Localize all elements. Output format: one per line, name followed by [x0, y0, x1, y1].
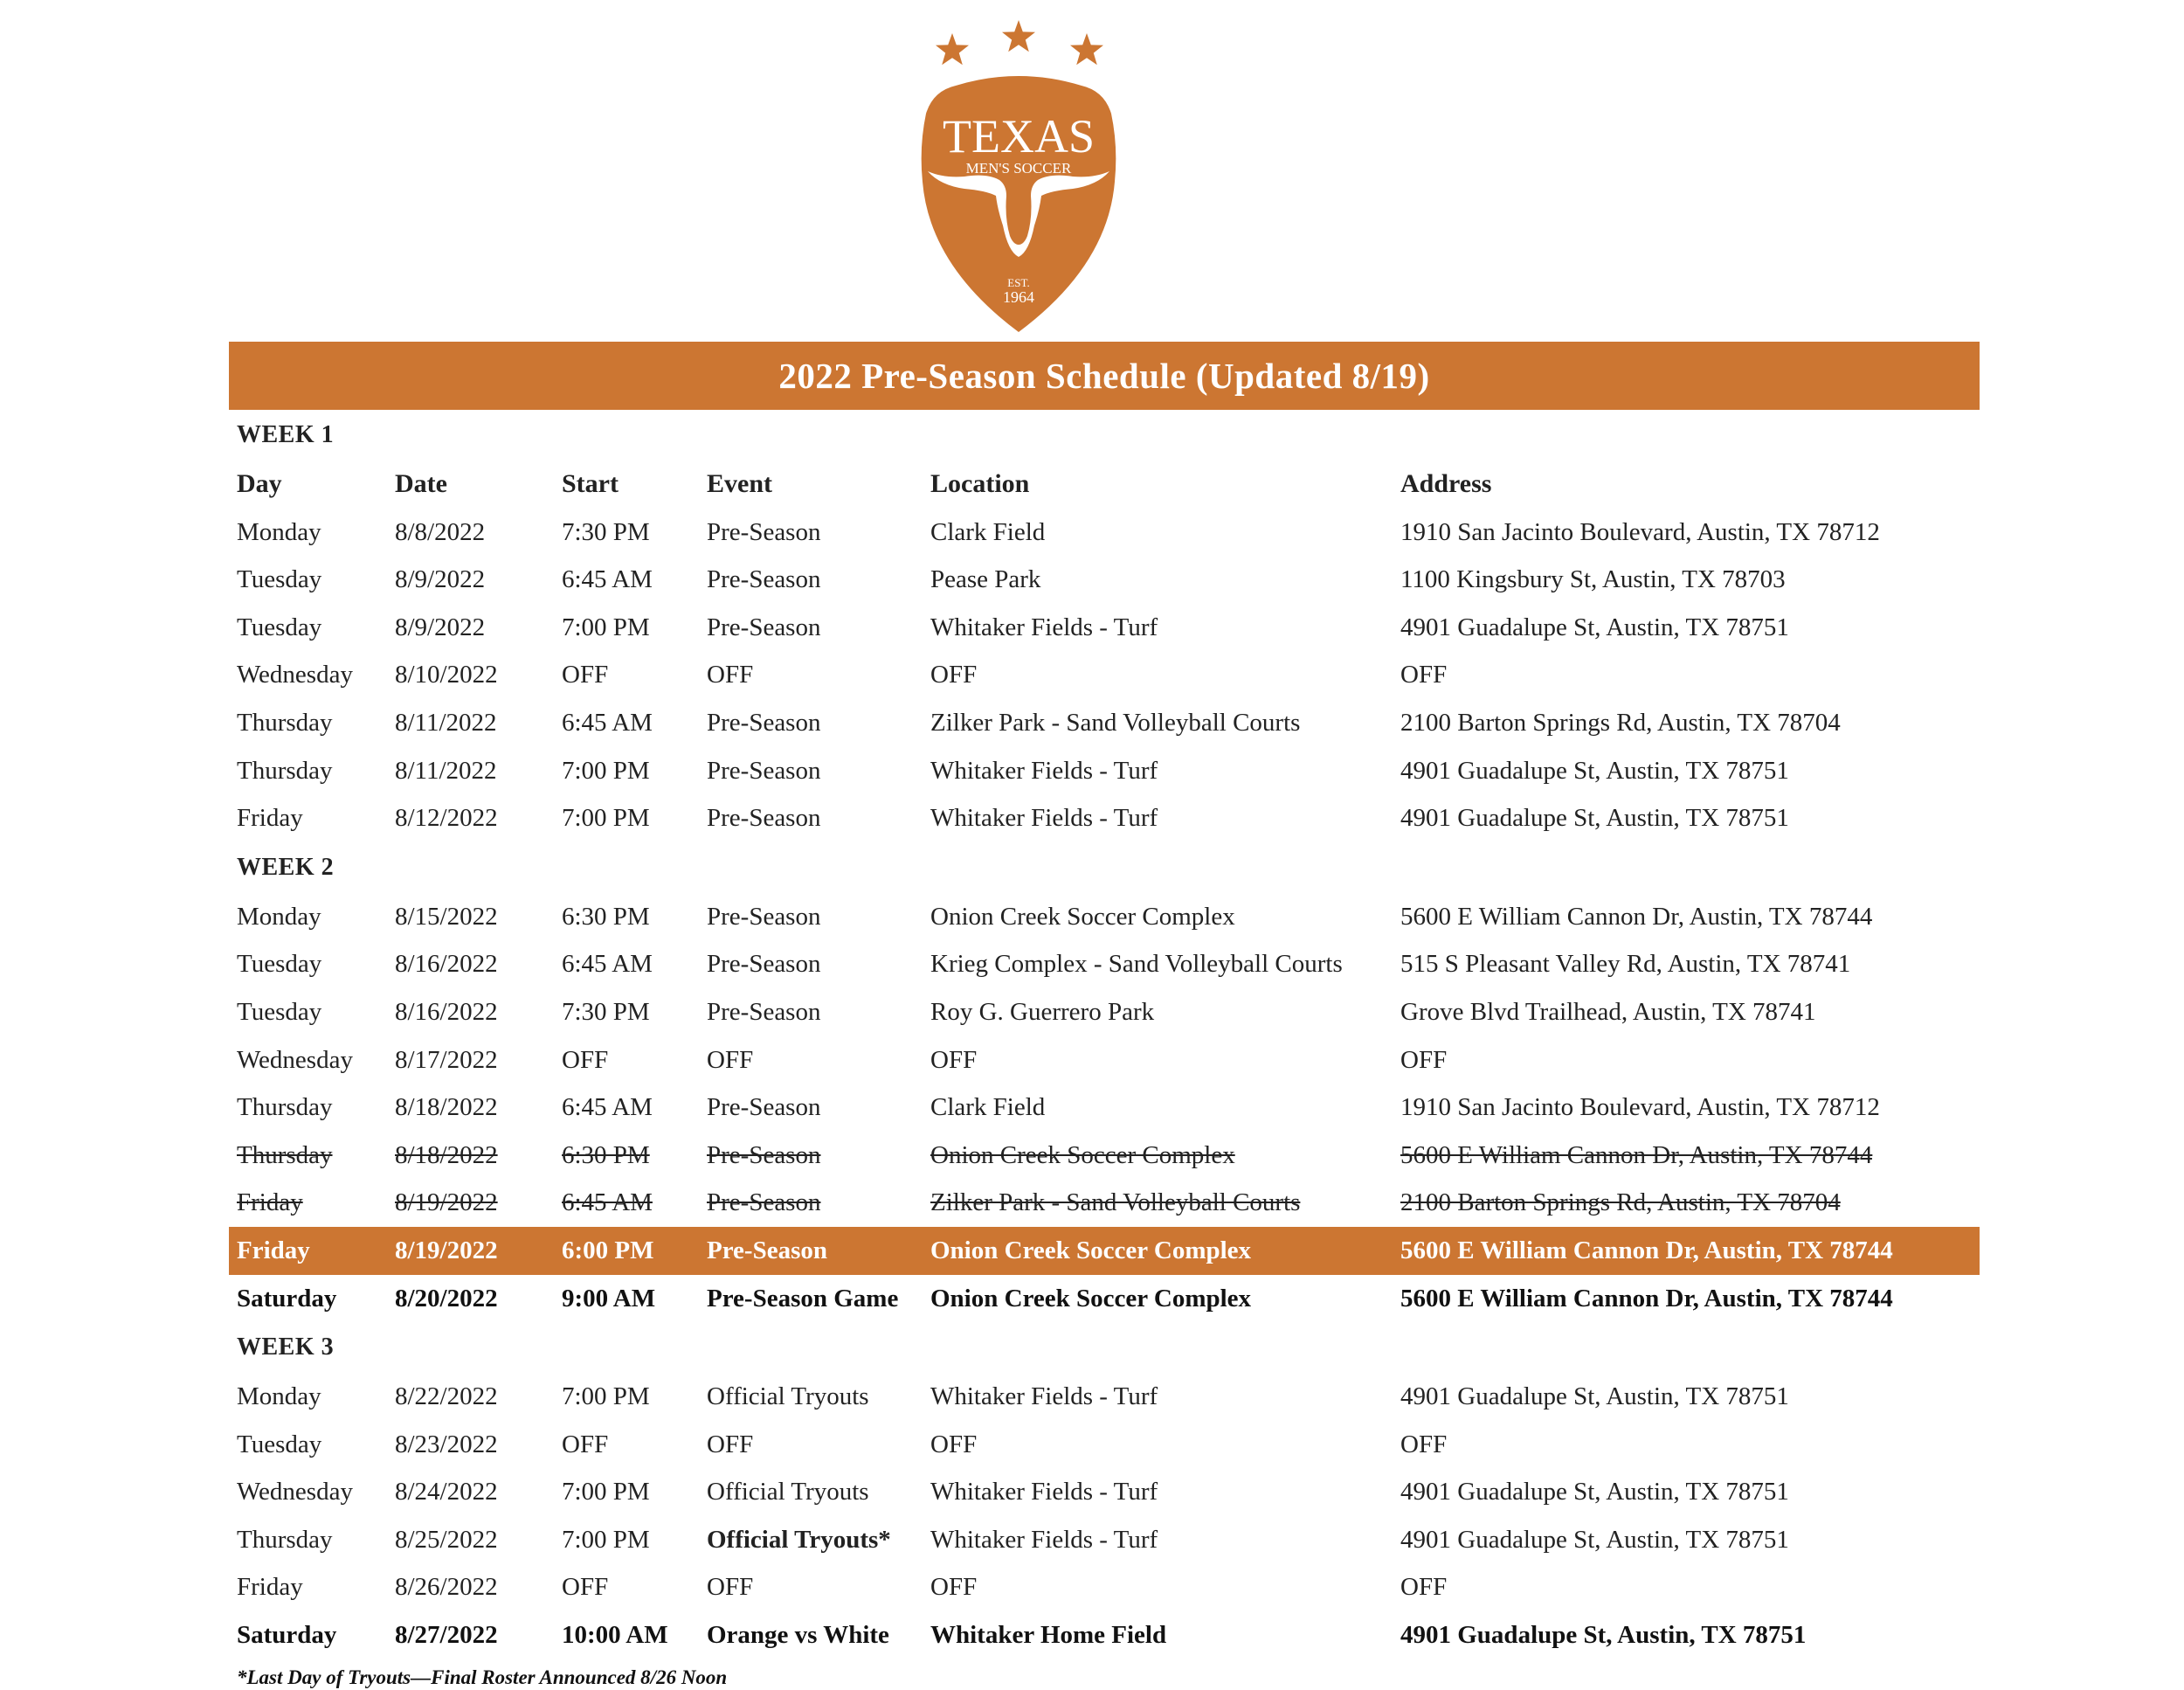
cell-date: 8/16/2022	[395, 950, 498, 979]
cell-date: 8/18/2022	[395, 1140, 498, 1169]
cell-day: Friday	[237, 1236, 310, 1264]
cell-start: OFF	[562, 1573, 609, 1602]
cell-start: 6:45 AM	[562, 1188, 653, 1217]
cell-address: OFF	[1400, 1430, 1448, 1458]
cell-address: OFF	[1400, 661, 1448, 689]
cell-event: Official Tryouts	[707, 1478, 869, 1506]
cell-day: Friday	[237, 1573, 303, 1602]
cell-start: 7:00 PM	[562, 804, 650, 833]
cell-start: 7:00 PM	[562, 1478, 650, 1506]
cell-address: 4901 Guadalupe St, Austin, TX 78751	[1400, 804, 1789, 833]
schedule-row	[229, 699, 1980, 747]
cell-address: 5600 E William Cannon Dr, Austin, TX 78744	[1400, 902, 1873, 931]
schedule-row	[229, 556, 1980, 604]
schedule-title: 2022 Pre-Season Schedule (Updated 8/19)	[778, 356, 1430, 396]
cell-address: 1910 San Jacinto Boulevard, Austin, TX 78712	[1400, 517, 1880, 546]
cell-event: Pre-Season	[707, 804, 821, 833]
cell-date: 8/10/2022	[395, 661, 498, 689]
cell-location: Onion Creek Soccer Complex	[930, 902, 1235, 931]
cell-location: Krieg Complex - Sand Volleyball Courts	[930, 950, 1343, 979]
cell-date: 8/12/2022	[395, 804, 498, 833]
cell-date: 8/23/2022	[395, 1430, 498, 1458]
crest-subtitle: MEN'S SOCCER	[965, 160, 1072, 177]
star-left-icon	[936, 33, 969, 65]
cell-start: 6:00 PM	[562, 1236, 654, 1264]
header-location: Location	[930, 469, 1030, 498]
cell-start: OFF	[562, 1430, 609, 1458]
star-right-icon	[1070, 33, 1103, 65]
schedule-row	[229, 1563, 1980, 1611]
cell-date: 8/9/2022	[395, 613, 486, 641]
schedule-row	[229, 604, 1980, 652]
cell-start: 10:00 AM	[562, 1621, 668, 1650]
cell-location: OFF	[930, 1045, 978, 1074]
cell-event: Pre-Season	[707, 1140, 821, 1169]
cell-event: Pre-Season	[707, 997, 821, 1026]
cell-date: 8/22/2022	[395, 1382, 498, 1411]
cell-date: 8/20/2022	[395, 1284, 498, 1313]
cell-event: Orange vs White	[707, 1621, 889, 1650]
cell-event: Pre-Season	[707, 708, 821, 737]
cell-start: 9:00 AM	[562, 1284, 656, 1313]
cell-day: Wednesday	[237, 661, 353, 689]
texas-mens-soccer-crest	[909, 16, 1171, 339]
cell-event: Pre-Season	[707, 756, 821, 785]
cell-start: OFF	[562, 1045, 609, 1074]
schedule-row	[229, 940, 1980, 988]
cell-address: 515 S Pleasant Valley Rd, Austin, TX 78741	[1400, 950, 1851, 979]
cell-day: Tuesday	[237, 1430, 322, 1458]
cell-location: Whitaker Fields - Turf	[930, 804, 1158, 833]
cell-start: 7:00 PM	[562, 613, 650, 641]
cell-address: 2100 Barton Springs Rd, Austin, TX 78704	[1400, 708, 1841, 737]
cell-date: 8/9/2022	[395, 565, 486, 594]
header-start: Start	[562, 469, 619, 498]
cell-location: Whitaker Home Field	[930, 1621, 1167, 1650]
cell-event: Pre-Season	[707, 1093, 821, 1122]
cell-date: 8/18/2022	[395, 1093, 498, 1122]
cell-day: Wednesday	[237, 1045, 353, 1074]
cell-location: Whitaker Fields - Turf	[930, 1382, 1158, 1411]
cell-day: Friday	[237, 1188, 303, 1217]
cell-start: 6:45 AM	[562, 708, 653, 737]
schedule-row	[229, 1084, 1980, 1132]
cell-location: Zilker Park - Sand Volleyball Courts	[930, 1188, 1301, 1217]
schedule-row	[229, 988, 1980, 1036]
column-header-row	[229, 461, 1980, 509]
cell-event: Pre-Season	[707, 1236, 828, 1264]
header-event: Event	[707, 469, 772, 498]
schedule-row	[229, 893, 1980, 941]
cell-event: Pre-Season	[707, 950, 821, 979]
cell-event: Pre-Season	[707, 517, 821, 546]
schedule-row-cancelled	[229, 1179, 1980, 1227]
header-day: Day	[237, 469, 282, 498]
schedule-row	[229, 1516, 1980, 1564]
cell-location: OFF	[930, 1430, 978, 1458]
schedule-row	[229, 1421, 1980, 1469]
cell-location: Clark Field	[930, 1093, 1046, 1122]
cell-date: 8/8/2022	[395, 517, 486, 546]
schedule-title-banner	[229, 342, 1980, 410]
cell-location: OFF	[930, 661, 978, 689]
cell-event: OFF	[707, 1430, 754, 1458]
cell-event: Pre-Season	[707, 902, 821, 931]
schedule-row	[229, 1373, 1980, 1421]
schedule-row	[229, 747, 1980, 795]
cell-address: 4901 Guadalupe St, Austin, TX 78751	[1400, 613, 1789, 641]
week-label: WEEK 2	[237, 853, 335, 881]
cell-location: Whitaker Fields - Turf	[930, 613, 1158, 641]
cell-address: 4901 Guadalupe St, Austin, TX 78751	[1400, 1621, 1807, 1650]
cell-address: 5600 E William Cannon Dr, Austin, TX 78744	[1400, 1284, 1893, 1313]
cell-location: Whitaker Fields - Turf	[930, 1478, 1158, 1506]
cell-day: Thursday	[237, 1093, 333, 1122]
cell-location: Whitaker Fields - Turf	[930, 1525, 1158, 1554]
cell-address: 5600 E William Cannon Dr, Austin, TX 78744	[1400, 1140, 1873, 1169]
star-center-icon	[1002, 20, 1035, 52]
cell-address: OFF	[1400, 1045, 1448, 1074]
cell-day: Saturday	[237, 1284, 337, 1313]
week-label: WEEK 3	[237, 1333, 335, 1361]
schedule-row	[229, 651, 1980, 699]
week-2-label-row	[229, 842, 1980, 893]
week-3-label-row	[229, 1322, 1980, 1373]
schedule-row-scrimmage	[229, 1611, 1980, 1659]
schedule-row-game	[229, 1275, 1980, 1323]
cell-address: 1910 San Jacinto Boulevard, Austin, TX 78712	[1400, 1093, 1880, 1122]
cell-date: 8/25/2022	[395, 1525, 498, 1554]
cell-day: Tuesday	[237, 997, 322, 1026]
schedule-row	[229, 509, 1980, 557]
cell-day: Thursday	[237, 1140, 333, 1169]
cell-date: 8/11/2022	[395, 708, 497, 737]
cell-location: Onion Creek Soccer Complex	[930, 1140, 1235, 1169]
cell-date: 8/11/2022	[395, 756, 497, 785]
week-1-label-row	[229, 410, 1980, 461]
cell-day: Tuesday	[237, 565, 322, 594]
schedule-row-highlighted	[229, 1227, 1980, 1275]
cell-address: OFF	[1400, 1573, 1448, 1602]
cell-address: 4901 Guadalupe St, Austin, TX 78751	[1400, 1525, 1789, 1554]
cell-day: Monday	[237, 1382, 321, 1411]
cell-location: OFF	[930, 1573, 978, 1602]
cell-location: Zilker Park - Sand Volleyball Courts	[930, 708, 1301, 737]
cell-date: 8/24/2022	[395, 1478, 498, 1506]
cell-day: Monday	[237, 517, 321, 546]
cell-event: Official Tryouts	[707, 1382, 869, 1411]
crest-title: TEXAS	[943, 110, 1095, 163]
cell-event: Pre-Season	[707, 613, 821, 641]
header-address: Address	[1400, 469, 1492, 498]
cell-event: Pre-Season	[707, 565, 821, 594]
cell-start: OFF	[562, 661, 609, 689]
cell-event: OFF	[707, 1045, 754, 1074]
cell-start: 7:00 PM	[562, 1382, 650, 1411]
cell-address: 4901 Guadalupe St, Austin, TX 78751	[1400, 1382, 1789, 1411]
cell-date: 8/17/2022	[395, 1045, 498, 1074]
cell-start: 7:00 PM	[562, 756, 650, 785]
cell-location: Roy G. Guerrero Park	[930, 997, 1155, 1026]
cell-day: Tuesday	[237, 950, 322, 979]
cell-day: Monday	[237, 902, 321, 931]
cell-day: Thursday	[237, 1525, 333, 1554]
cell-address: 2100 Barton Springs Rd, Austin, TX 78704	[1400, 1188, 1841, 1217]
cell-location: Clark Field	[930, 517, 1046, 546]
cell-address: Grove Blvd Trailhead, Austin, TX 78741	[1400, 997, 1816, 1026]
schedule-row	[229, 794, 1980, 842]
cell-event: OFF	[707, 1573, 754, 1602]
cell-address: 1100 Kingsbury St, Austin, TX 78703	[1400, 565, 1786, 594]
cell-start: 7:30 PM	[562, 997, 650, 1026]
cell-start: 7:00 PM	[562, 1525, 650, 1554]
crest-est-label: EST.	[1007, 276, 1030, 289]
cell-event: Official Tryouts*	[707, 1525, 891, 1554]
cell-start: 6:30 PM	[562, 902, 650, 931]
crest-est-year: 1964	[1003, 288, 1034, 306]
cell-start: 6:45 AM	[562, 950, 653, 979]
cell-date: 8/16/2022	[395, 997, 498, 1026]
cell-start: 6:30 PM	[562, 1140, 650, 1169]
cell-location: Pease Park	[930, 565, 1041, 594]
cell-location: Whitaker Fields - Turf	[930, 756, 1158, 785]
cell-location: Onion Creek Soccer Complex	[930, 1284, 1252, 1313]
cell-start: 7:30 PM	[562, 517, 650, 546]
cell-date: 8/19/2022	[395, 1188, 498, 1217]
cell-address: 4901 Guadalupe St, Austin, TX 78751	[1400, 756, 1789, 785]
cell-date: 8/27/2022	[395, 1621, 498, 1650]
cell-start: 6:45 AM	[562, 1093, 653, 1122]
cell-event: Pre-Season	[707, 1188, 821, 1217]
schedule-table	[229, 410, 1980, 1659]
schedule-row-cancelled	[229, 1132, 1980, 1180]
cell-day: Saturday	[237, 1621, 337, 1650]
cell-address: 4901 Guadalupe St, Austin, TX 78751	[1400, 1478, 1789, 1506]
cell-day: Tuesday	[237, 613, 322, 641]
cell-event: Pre-Season Game	[707, 1284, 899, 1313]
cell-location: Onion Creek Soccer Complex	[930, 1236, 1252, 1264]
cell-day: Friday	[237, 804, 303, 833]
cell-event: OFF	[707, 661, 754, 689]
footnote: *Last Day of Tryouts—Final Roster Announced 8/26 Noon	[237, 1666, 728, 1688]
cell-day: Thursday	[237, 708, 333, 737]
cell-day: Thursday	[237, 756, 333, 785]
cell-date: 8/15/2022	[395, 902, 498, 931]
cell-date: 8/19/2022	[395, 1236, 498, 1264]
header-date: Date	[395, 469, 447, 498]
cell-address: 5600 E William Cannon Dr, Austin, TX 78744	[1400, 1236, 1893, 1264]
cell-date: 8/26/2022	[395, 1573, 498, 1602]
cell-day: Wednesday	[237, 1478, 353, 1506]
cell-start: 6:45 AM	[562, 565, 653, 594]
week-label: WEEK 1	[237, 421, 335, 448]
schedule-row	[229, 1468, 1980, 1516]
schedule-row	[229, 1036, 1980, 1084]
